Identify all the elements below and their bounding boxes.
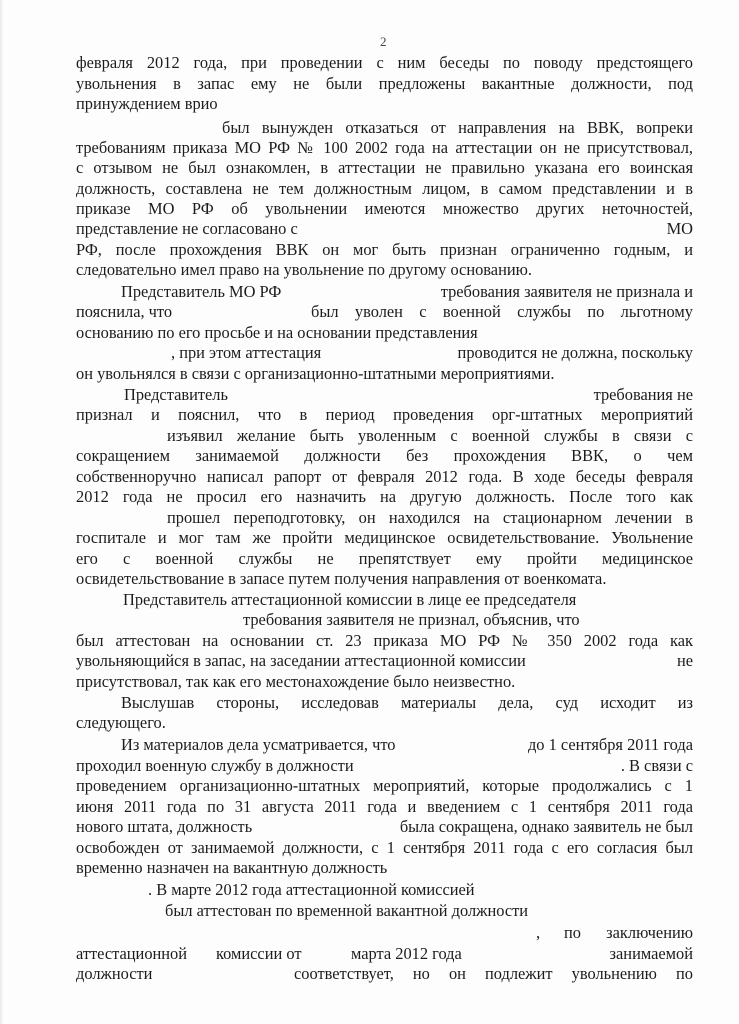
text-line: [76, 158, 693, 178]
text-segment: не: [676, 651, 693, 670]
text-segment: был аттестован на основании ст. 23 приказа МО РФ № 350 2002 года как: [76, 631, 693, 650]
text-line: [76, 569, 693, 589]
text-line: [76, 260, 693, 280]
text-segment: должности: [76, 964, 153, 983]
text-segment: с отзывом не был ознакомлен, в аттестации не правильно указана его воинская: [76, 158, 693, 177]
text-segment: временно назначен на вакантную должность: [76, 858, 388, 877]
text-segment: РФ, после прохождения ВВК он мог быть признан ограниченно годным, и: [76, 240, 693, 259]
text-segment: освидетельствование в запасе путем получения направления от военкомата.: [76, 569, 607, 588]
text-line: [243, 610, 693, 630]
text-segment: нового штата, должность: [76, 817, 253, 836]
text-segment: следующего.: [76, 713, 166, 732]
text-line: [222, 118, 693, 138]
text-segment: он увольнялся в связи с организационно-штатными мероприятиями.: [76, 364, 555, 383]
text-segment: 2012 года не просил его назначить на другую должность. После того как: [76, 487, 693, 506]
text-segment: собственноручно написал рапорт от февраля 2012 года. В ходе беседы февраля: [76, 467, 693, 486]
text-line: [76, 199, 693, 219]
text-line: [76, 323, 693, 343]
text-segment: заключению: [606, 923, 693, 942]
text-line: [121, 693, 693, 713]
text-segment: освобожден от занимаемой должности, с 1 сентября 2011 года с его согласия был: [76, 838, 693, 857]
text-segment: июня 2011 года по 31 августа 2011 года и введением с 1 сентября 2011 года: [76, 797, 693, 816]
text-segment: проходил военную службу в должности: [76, 756, 354, 775]
text-segment: аттестационной: [76, 944, 188, 963]
text-segment: увольняющийся в запас, на заседании аттестационной комиссии: [76, 651, 526, 670]
text-line: [76, 364, 693, 384]
text-line: [76, 467, 693, 487]
text-line: [76, 944, 693, 964]
text-line: [76, 94, 693, 114]
text-segment: приказе МО РФ об увольнении имеются множество других неточностей,: [76, 199, 693, 218]
text-segment: ,: [536, 923, 541, 942]
text-line: [76, 817, 693, 837]
text-line: [76, 446, 693, 466]
text-segment: требования заявителя не признал, объяснив, что: [243, 610, 580, 629]
text-line: [76, 53, 693, 73]
text-line: [76, 756, 693, 776]
text-line: [76, 138, 693, 158]
text-segment: до 1 сентября 2011 года: [527, 735, 693, 754]
text-line: [76, 549, 693, 569]
text-segment: требования заявителя не признала и: [440, 282, 693, 301]
text-segment: по: [564, 923, 581, 942]
text-line: [76, 405, 693, 425]
text-segment: следовательно имел право на увольнение по другому основанию.: [76, 260, 532, 279]
text-segment: была сокращена, однако заявитель не был: [399, 817, 693, 836]
text-segment: признал и пояснил, что в период проведения орг-штатных мероприятий: [76, 405, 693, 424]
text-line: [76, 219, 693, 239]
text-segment: Из материалов дела усматривается, что: [121, 735, 396, 754]
text-line: [76, 651, 693, 671]
text-segment: Выслушав стороны, исследовав материалы дела, суд исходит из: [121, 693, 693, 712]
text-segment: февраля 2012 года, при проведении с ним беседы по поводу предстоящего: [76, 53, 693, 72]
text-segment: требованиям приказа МО РФ № 100 2002 года на аттестации он не присутствовал,: [76, 138, 693, 157]
text-segment: был аттестован по временной вакантной должности: [165, 901, 529, 920]
text-segment: проведением организационно-штатных мероприятий, которые продолжались с 1: [76, 776, 693, 795]
text-segment: сокращением занимаемой должности без прохождения ВВК, о чем: [76, 446, 693, 465]
text-line: [76, 179, 693, 199]
text-segment: . В связи с: [620, 756, 693, 775]
text-segment: был вынужден отказаться от направления на ВВК, вопреки: [222, 118, 693, 137]
text-segment: Представитель аттестационной комиссии в лице ее председателя: [123, 590, 577, 609]
text-line: [76, 74, 693, 94]
text-segment: требования не: [593, 385, 693, 404]
text-segment: марта 2012 года: [351, 944, 462, 963]
text-line: [76, 487, 693, 507]
text-segment: представление не согласовано с: [76, 219, 298, 238]
text-segment: прошел переподготовку, он находился на стационарном лечении в: [167, 508, 693, 527]
text-line: [76, 838, 693, 858]
text-segment: увольнения в запас ему не были предложены вакантные должности, под: [76, 74, 693, 93]
text-line: [76, 776, 693, 796]
text-segment: занимаемой: [609, 944, 693, 963]
text-segment: Представитель: [124, 385, 228, 404]
text-segment: Представитель МО РФ: [121, 282, 282, 301]
text-line: [76, 528, 693, 548]
text-line: [76, 964, 693, 984]
text-segment: принуждением врио: [76, 94, 218, 113]
text-line: [76, 240, 693, 260]
text-line: [167, 508, 693, 528]
text-line: [76, 858, 693, 878]
text-segment: , при этом аттестация: [171, 343, 322, 362]
text-segment: соответствует, но он подлежит увольнению по: [294, 964, 693, 983]
text-line: [76, 631, 693, 651]
text-segment: изъявил желание быть уволенным с военной службы в связи с: [167, 426, 693, 445]
text-segment: основанию по его просьбе и на основании представления: [76, 323, 478, 342]
text-segment: комиссии от: [216, 944, 302, 963]
text-segment: присутствовал, так как его местонахождение было неизвестно.: [76, 672, 516, 691]
text-segment: . В марте 2012 года аттестационной комиссией: [148, 880, 475, 899]
text-segment: госпитале и мог там же пройти медицинское освидетельствование. Увольнение: [76, 528, 693, 547]
text-line: [76, 713, 693, 733]
text-line: [165, 901, 693, 921]
text-segment: его с военной службы не препятствует ему пройти медицинское: [76, 549, 693, 568]
text-line: [148, 880, 693, 900]
text-line: [76, 797, 693, 817]
text-segment: должность, составлена не тем должностным лицом, в самом представлении и в: [76, 179, 693, 198]
text-segment: МО: [666, 219, 693, 238]
text-line: [167, 426, 693, 446]
page-number: 2: [380, 34, 387, 49]
text-line: [76, 672, 693, 692]
text-line: [76, 302, 693, 322]
text-segment: пояснила, что: [76, 302, 173, 321]
text-segment: был уволен с военной службы по льготному: [311, 302, 693, 321]
text-line: [123, 590, 643, 610]
scan-edge-left: [0, 0, 4, 1024]
text-segment: проводится не должна, поскольку: [457, 343, 693, 362]
